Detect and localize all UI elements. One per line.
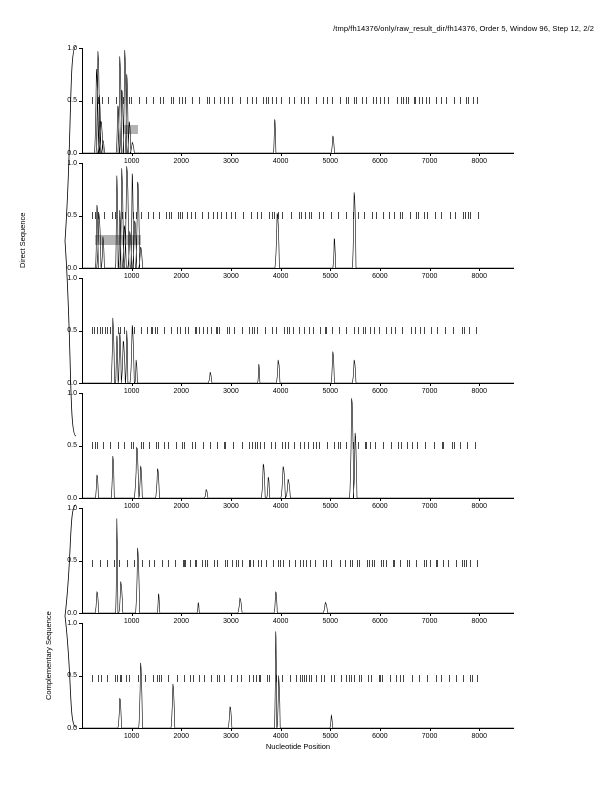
xtick-label: 1000 xyxy=(123,618,140,625)
xtick-label: 3000 xyxy=(223,618,239,625)
xtick-label: 2000 xyxy=(173,503,190,510)
xtick-label: 4000 xyxy=(272,388,289,395)
xtick-label: 8000 xyxy=(471,618,488,625)
xtick-label: 7000 xyxy=(421,618,438,625)
xtick-label: 4000 xyxy=(272,503,289,510)
ytick-label: 0.0 xyxy=(67,609,77,617)
signal-trace xyxy=(82,623,514,729)
xtick-label: 7000 xyxy=(421,733,438,740)
ytick-label: 0.5 xyxy=(67,442,77,449)
xtick-label: 1000 xyxy=(123,503,140,510)
ytick-label: 0.5 xyxy=(67,97,77,104)
xtick-label: 8000 xyxy=(471,273,488,280)
xtick-label: 4000 xyxy=(272,273,289,280)
xtick-label: 8000 xyxy=(471,158,488,165)
xaxis-title: Nucleotide Position xyxy=(265,742,331,751)
ytick-label: 0.5 xyxy=(67,557,77,564)
chart-panel-6 xyxy=(67,619,514,740)
xtick-label: 3000 xyxy=(223,273,239,280)
ylabel-complementary-sequence: Complementary Sequence xyxy=(44,611,53,700)
xtick-label: 1000 xyxy=(123,273,140,280)
xtick-label: 7000 xyxy=(421,158,438,165)
xtick-label: 5000 xyxy=(322,273,339,280)
signal-trace xyxy=(82,393,514,499)
xtick-label: 3000 xyxy=(223,388,239,395)
ytick-label: 0.5 xyxy=(67,212,77,219)
xtick-label: 5000 xyxy=(322,158,339,165)
xtick-label: 2000 xyxy=(173,733,190,740)
xtick-label: 5000 xyxy=(322,618,339,625)
xtick-label: 4000 xyxy=(272,733,289,740)
ytick-label: 0.0 xyxy=(67,149,77,157)
ytick-label: 0.0 xyxy=(67,724,77,732)
xtick-label: 8000 xyxy=(471,503,488,510)
ytick-label: 1.0 xyxy=(67,504,77,512)
ytick-label: 1.0 xyxy=(67,274,77,282)
ytick-label: 0.5 xyxy=(67,672,77,679)
xtick-label: 3000 xyxy=(223,158,239,165)
xtick-label: 7000 xyxy=(421,388,438,395)
chart-panel-3 xyxy=(67,274,514,395)
ytick-label: 1.0 xyxy=(67,389,77,397)
ytick-label: 1.0 xyxy=(67,619,77,627)
xtick-label: 4000 xyxy=(272,158,289,165)
xtick-label: 6000 xyxy=(372,733,388,740)
ytick-label: 1.0 xyxy=(67,159,77,167)
chart-panel-2 xyxy=(67,159,514,280)
ytick-label: 1.0 xyxy=(67,44,77,52)
chart-panel-4 xyxy=(67,389,514,510)
chart-panel-1 xyxy=(67,44,514,165)
signal-trace xyxy=(82,163,514,269)
xtick-label: 2000 xyxy=(173,158,190,165)
xtick-label: 6000 xyxy=(372,273,388,280)
signal-trace xyxy=(82,278,514,384)
xtick-label: 1000 xyxy=(123,158,140,165)
xtick-label: 6000 xyxy=(372,618,388,625)
signal-trace xyxy=(82,48,514,154)
xtick-label: 2000 xyxy=(173,618,190,625)
ytick-label: 0.0 xyxy=(67,379,77,387)
ytick-label: 0.0 xyxy=(67,264,77,272)
xtick-label: 5000 xyxy=(322,503,339,510)
ytick-label: 0.0 xyxy=(67,494,77,502)
xtick-label: 6000 xyxy=(372,503,388,510)
xtick-label: 1000 xyxy=(123,388,140,395)
chart-panel-5 xyxy=(67,504,514,625)
xtick-label: 5000 xyxy=(322,733,339,740)
figure-title: /tmp/fh14376/only/raw_result_dir/fh14376, Order 5, Window 96, Step 12, 2/2 xyxy=(333,24,594,33)
ylabel-direct-sequence: Direct Sequence xyxy=(18,212,27,268)
xtick-label: 4000 xyxy=(272,618,289,625)
xtick-label: 2000 xyxy=(173,273,190,280)
ytick-label: 0.5 xyxy=(67,327,77,334)
xtick-label: 7000 xyxy=(421,273,438,280)
xtick-label: 8000 xyxy=(471,388,488,395)
xtick-label: 6000 xyxy=(372,158,388,165)
xtick-label: 8000 xyxy=(471,733,488,740)
xtick-label: 3000 xyxy=(223,503,239,510)
xtick-label: 2000 xyxy=(173,388,190,395)
signal-trace xyxy=(82,508,514,614)
xtick-label: 6000 xyxy=(372,388,388,395)
xtick-label: 5000 xyxy=(322,388,339,395)
xtick-label: 1000 xyxy=(123,733,140,740)
xtick-label: 3000 xyxy=(223,733,239,740)
xtick-label: 7000 xyxy=(421,503,438,510)
